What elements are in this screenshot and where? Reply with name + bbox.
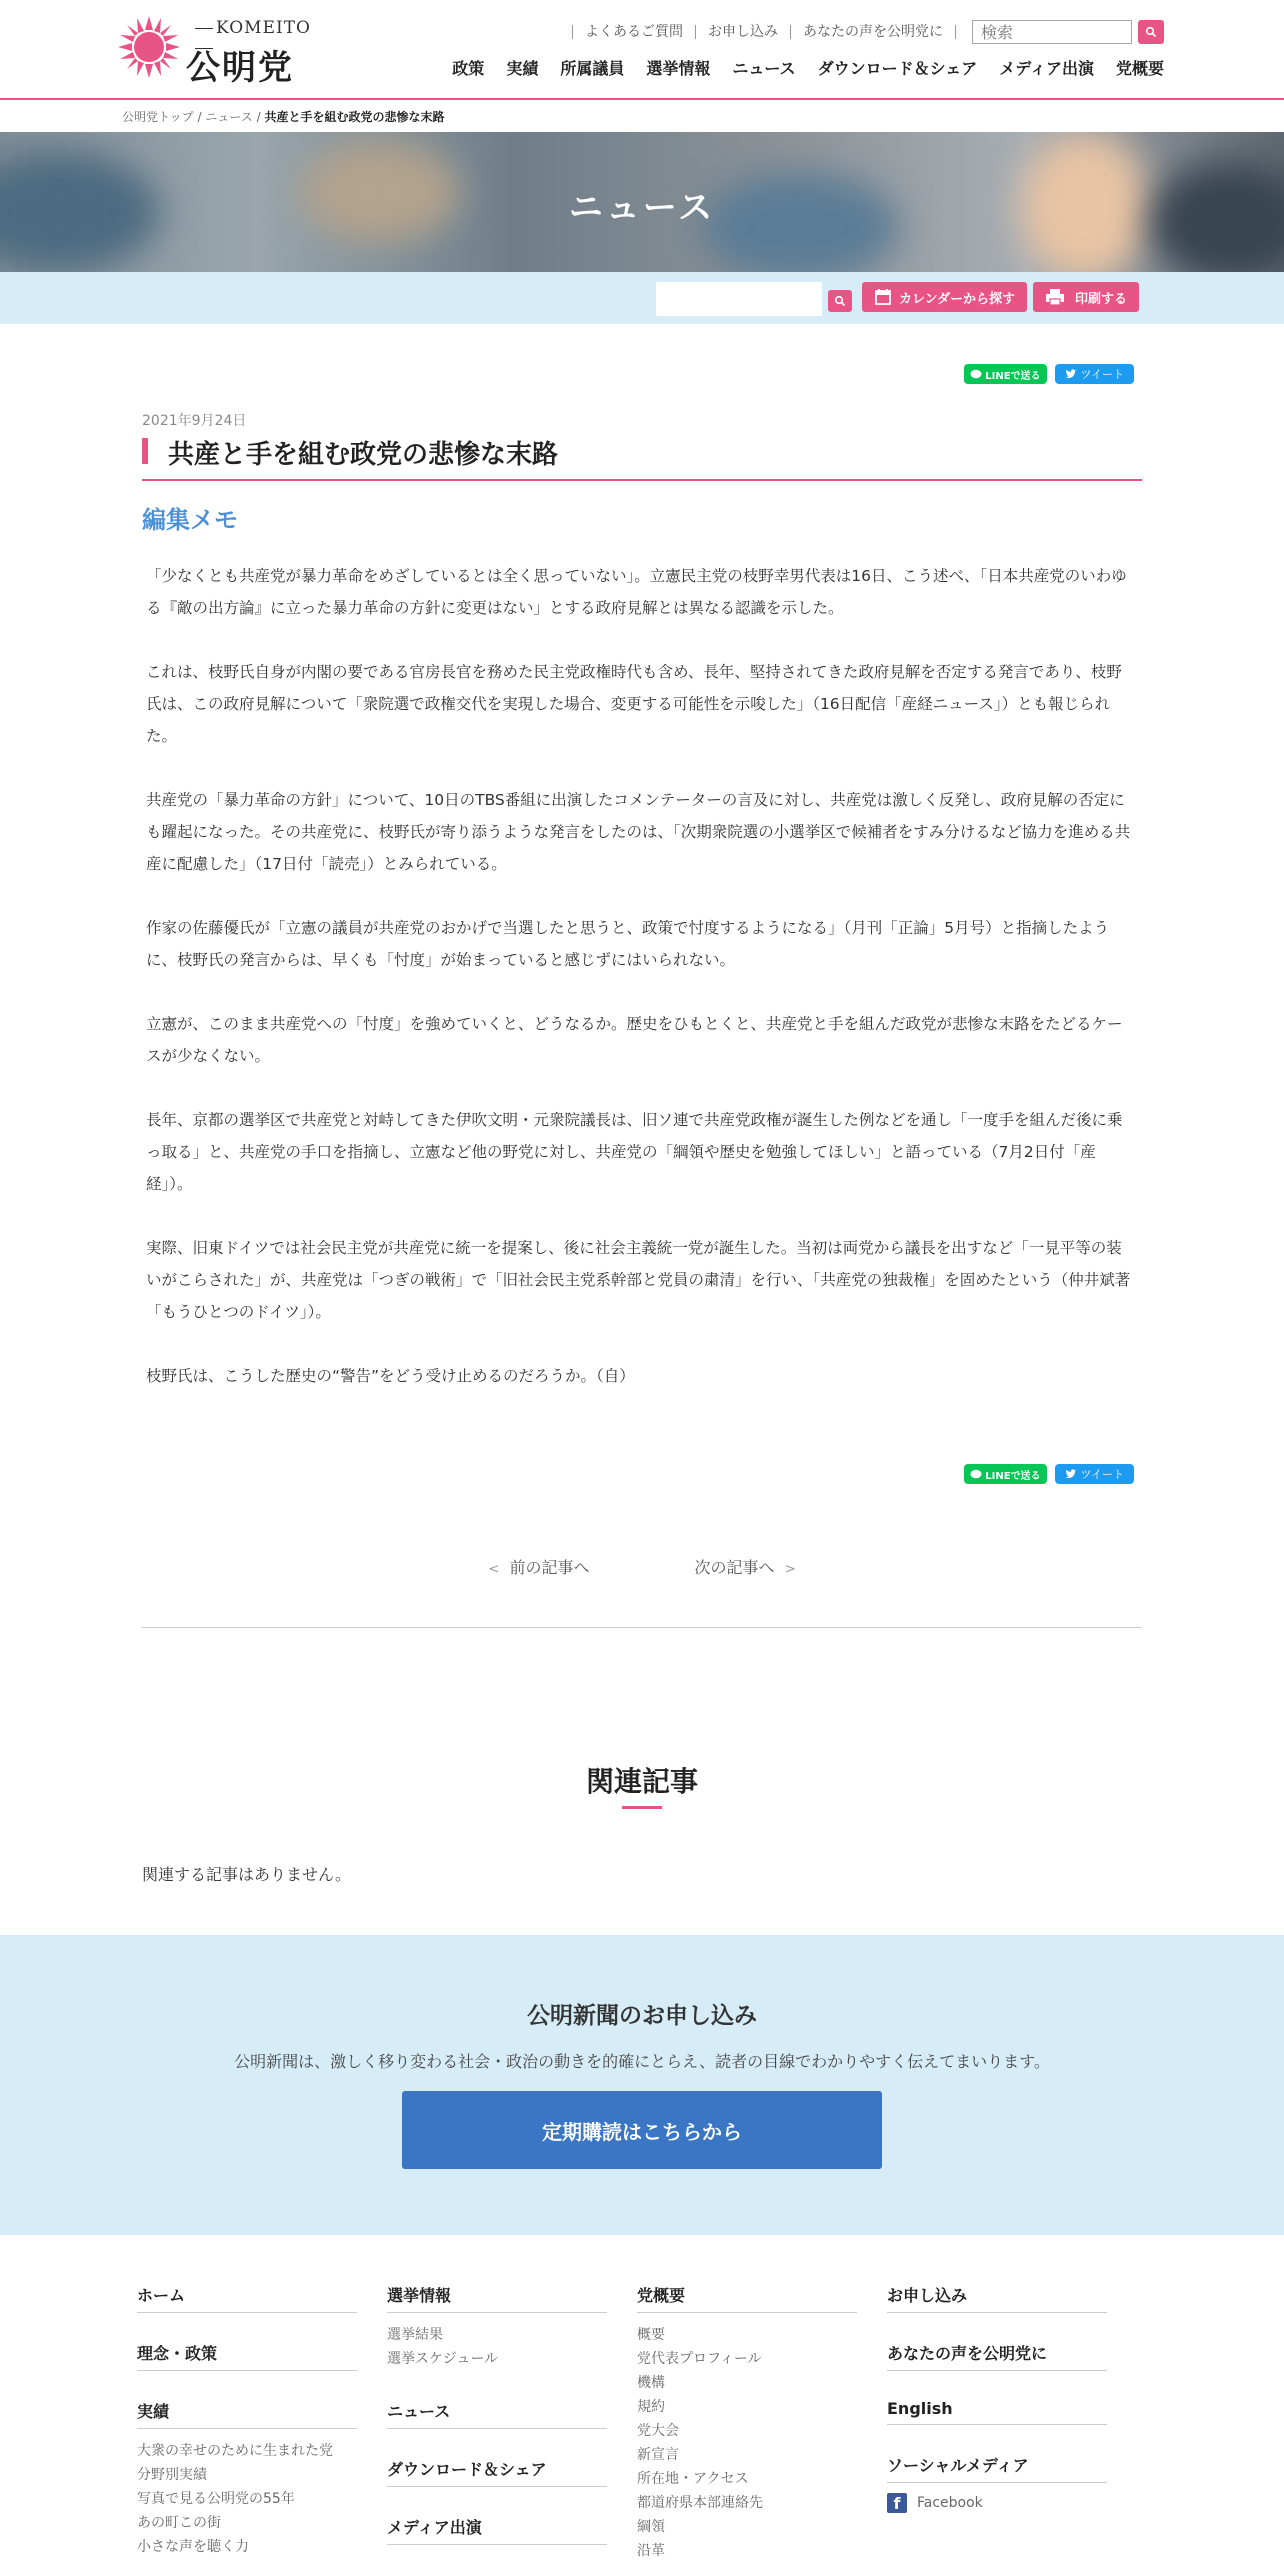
tweet-label: ツイート [1080, 1468, 1124, 1481]
news-search-button[interactable] [828, 290, 852, 312]
footer-link-achievements[interactable]: 実績 [137, 2399, 357, 2429]
article-body [146, 560, 1136, 1424]
nav-achievements[interactable]: 実績 [506, 59, 539, 78]
nav-policy[interactable]: 政策 [452, 59, 485, 78]
twitter-bird-icon [1065, 369, 1077, 379]
calendar-button-label: カレンダーから探す [899, 291, 1016, 307]
print-button-label: 印刷する [1075, 291, 1128, 307]
search-icon [834, 295, 846, 307]
footer-sublink[interactable]: 分野別実績 [137, 2467, 207, 2483]
line-icon [970, 1469, 982, 1479]
article-paragraph: 枝野氏は、こうした歴史の“警告”をどう受け止めるのだろうか。（自） [146, 1367, 635, 1385]
facebook-icon: f [887, 2493, 907, 2513]
hero-banner [0, 132, 1284, 272]
share-buttons-top [964, 364, 1134, 384]
title-accent-bar [142, 438, 148, 464]
footer-link-voice[interactable]: あなたの声を公明党に [887, 2341, 1107, 2371]
article-paragraph: これは、枝野氏自身が内閣の要である官房長官を務めた民主党政権時代も含め、長年、堅持されてきた政府見解を否定する発言であり、枝野氏は、この政府見解について「衆院選で政権交代を実現した場合、変更する可能性を示唆した」（16日配信「産経ニュース」）とも報じられた。 [146, 663, 1122, 745]
twitter-bird-icon [1065, 1469, 1077, 1479]
logo-japanese: 公明党 [186, 48, 294, 88]
calendar-icon [874, 288, 892, 306]
breadcrumb-section[interactable]: ニュース [205, 110, 253, 124]
subscription-description: 公明新聞は、激しく移り変わる社会・政治の動きを的確にとらえ、読者の目線でわかりやすく伝えてまいります。 [234, 2052, 1050, 2071]
footer-sublink[interactable]: 小さな声を聴く力 [137, 2539, 249, 2555]
breadcrumb-current: 共産と手を組む政党の悲惨な末路 [264, 110, 445, 124]
subscribe-button[interactable]: 定期購読はこちらから [402, 2091, 882, 2169]
print-button[interactable] [1033, 282, 1139, 312]
article-paragraph: 作家の佐藤優氏が「立憲の議員が共産党のおかげで当選したと思うと、政策で忖度するようになる」（月刊「正論」5月号）と指摘したように、枝野氏の発言からは、早くも「忖度」が始まっていると感じずにはいられない。 [146, 919, 1110, 969]
sun-logo-icon [118, 16, 180, 78]
nav-media[interactable]: メディア出演 [999, 59, 1094, 78]
article-category: 編集メモ [142, 506, 238, 534]
related-empty-message: 関連する記事はありません。 [142, 1865, 351, 1884]
breadcrumb-home[interactable]: 公明党トップ [122, 110, 194, 124]
line-share-button[interactable] [964, 364, 1046, 384]
breadcrumb-separator: / [197, 110, 202, 124]
nav-about[interactable]: 党概要 [1115, 59, 1164, 78]
komeito-logo[interactable] [118, 12, 318, 88]
footer-link-about[interactable]: 党概要 [637, 2283, 857, 2313]
line-share-button[interactable] [964, 1464, 1046, 1484]
tweet-label: ツイート [1080, 368, 1124, 381]
header-search-button[interactable] [1138, 20, 1164, 44]
article-title-block [142, 434, 1142, 481]
util-link-faq[interactable]: よくあるご質問 [572, 25, 695, 39]
news-search-input[interactable] [656, 282, 822, 316]
heading-underline [622, 1806, 662, 1809]
footer-sublink[interactable]: 写真で見る公明党の55年 [137, 2491, 295, 2507]
subscription-section [0, 1935, 1284, 2235]
breadcrumb [122, 108, 444, 125]
printer-icon [1045, 288, 1065, 306]
logo-english: KOMEITO [192, 18, 318, 58]
footer-sublink[interactable]: 機構 [637, 2375, 665, 2391]
article-paragraph: 立憲が、このまま共産党への「忖度」を強めていくと、どうなるか。歴史をひもとくと、共産党と手を組んだ政党が悲惨な末路をたどるケースが少なくない。 [146, 1015, 1123, 1065]
breadcrumb-separator: / [256, 110, 261, 124]
article-paragraph: 共産党の「暴力革命の方針」について、10日のTBS番組に出演したコメンテーターの言及に対し、共産党は激しく反発し、政府見解の否定にも躍起になった。その共産党に、枝野氏が寄り添うような発言をしたのは、「次期衆院選の小選挙区で候補者をすみ分けるなど協力を進める共産に配慮した」（17日付「読売」）とみられている。 [146, 791, 1131, 873]
footer-sublink[interactable]: 党大会 [637, 2423, 679, 2439]
line-share-label: LINEで送る [985, 1470, 1041, 1482]
nav-members[interactable]: 所属議員 [560, 59, 625, 78]
footer-sublink[interactable]: 新宣言 [637, 2447, 679, 2463]
footer-link-news[interactable]: ニュース [387, 2399, 607, 2429]
footer-sublink[interactable]: 概要 [637, 2327, 665, 2343]
footer-link-media[interactable]: メディア出演 [387, 2515, 607, 2545]
footer-sublink[interactable]: 沿革 [637, 2543, 665, 2559]
footer-link-apply[interactable]: お申し込み [887, 2283, 1107, 2313]
footer-sublink[interactable]: 所在地・アクセス [637, 2471, 749, 2487]
article-pager [0, 1555, 1284, 1578]
site-header [0, 0, 1284, 100]
header-search-input[interactable] [972, 20, 1132, 44]
footer-sublink[interactable]: あの町この街 [137, 2515, 221, 2531]
footer-column-1 [137, 2283, 357, 2568]
site-footer [0, 2235, 1284, 2568]
facebook-label: Facebook [917, 2495, 983, 2511]
article-date: 2021年9月24日 [142, 413, 247, 429]
footer-sublink[interactable]: 党代表プロフィール [637, 2351, 762, 2367]
global-nav [430, 56, 1164, 79]
prev-article-link[interactable] [488, 1558, 589, 1577]
chevron-right-icon: > [784, 1562, 796, 1577]
footer-link-home[interactable]: ホーム [137, 2283, 357, 2313]
footer-sublink[interactable]: 選挙スケジュール [387, 2351, 499, 2367]
facebook-link[interactable] [887, 2493, 1107, 2513]
related-articles-heading: 関連記事 [585, 1765, 698, 1798]
tweet-button[interactable] [1055, 364, 1134, 384]
article-paragraph: 長年、京都の選挙区で共産党と対峙してきた伊吹文明・元衆院議長は、旧ソ連で共産党政権が誕生した例などを通し「一度手を組んだ後に乗っ取る」と、共産党の手口を指摘し、立憲など他の野党に対し、共産党の「綱領や歴史を勉強してほしい」と語っている（7月2日付「産経」）。 [146, 1111, 1123, 1193]
next-article-label: 次の記事へ [694, 1558, 775, 1577]
line-share-label: LINEで送る [985, 370, 1041, 382]
calendar-search-button[interactable] [862, 282, 1027, 312]
util-link-apply[interactable]: お申し込み [695, 25, 790, 39]
share-buttons-bottom [964, 1464, 1134, 1484]
footer-link-elections[interactable]: 選挙情報 [387, 2283, 607, 2313]
nav-news[interactable]: ニュース [732, 59, 796, 78]
footer-link-english[interactable]: English [887, 2399, 1107, 2425]
footer-column-2 [387, 2283, 607, 2568]
tweet-button[interactable] [1055, 1464, 1134, 1484]
footer-sublink[interactable]: 綱領 [637, 2519, 665, 2535]
next-article-link[interactable] [695, 1558, 796, 1577]
article-paragraph: 実際、旧東ドイツでは社会民主党が共産党に統一を提案し、後に社会主義統一党が誕生した。当初は両党から議長を出すなど「一見平等の装いがこらされた」が、共産党は「つぎの戦術」で「旧社会民主党系幹部と党員の粛清」を行い、「共産党の独裁権」を固めたという（仲井斌著「もうひとつのドイツ」）。 [146, 1239, 1131, 1321]
chevron-left-icon: < [488, 1562, 500, 1577]
nav-elections[interactable]: 選挙情報 [646, 59, 711, 78]
search-icon [1145, 26, 1157, 38]
footer-column-4 [887, 2283, 1107, 2541]
footer-link-policy[interactable]: 理念・政策 [137, 2341, 357, 2371]
footer-sublink[interactable]: 規約 [637, 2399, 665, 2415]
article-title: 共産と手を組む政党の悲惨な末路 [168, 440, 559, 470]
footer-sublink[interactable]: 都道府県本部連絡先 [637, 2495, 763, 2511]
hero-title: ニュース [568, 188, 716, 228]
footer-social-heading: ソーシャルメディア [887, 2453, 1107, 2483]
prev-article-label: 前の記事へ [509, 1558, 590, 1577]
nav-download-share[interactable]: ダウンロード＆シェア [817, 59, 978, 78]
article-paragraph: 「少なくとも共産党が暴力革命をめざしているとは全く思っていない」。立憲民主党の枝野幸男代表は16日、こう述べ、「日本共産党のいわゆる『敵の出方論』に立った暴力革命の方針に変更はない」とする政府見解とは異なる認識を示した。 [146, 567, 1127, 617]
footer-link-download[interactable]: ダウンロード＆シェア [387, 2457, 607, 2487]
subscription-title: 公明新聞のお申し込み [527, 2003, 757, 2029]
utility-nav [572, 20, 1164, 44]
footer-sublink[interactable]: 選挙結果 [387, 2327, 443, 2343]
util-link-voice[interactable]: あなたの声を公明党に [790, 25, 956, 39]
line-icon [970, 369, 982, 379]
section-divider [142, 1627, 1142, 1628]
news-toolbar [0, 272, 1284, 324]
footer-column-3 [637, 2283, 857, 2568]
footer-sublink[interactable]: 大衆の幸せのために生まれた党 [137, 2443, 333, 2459]
